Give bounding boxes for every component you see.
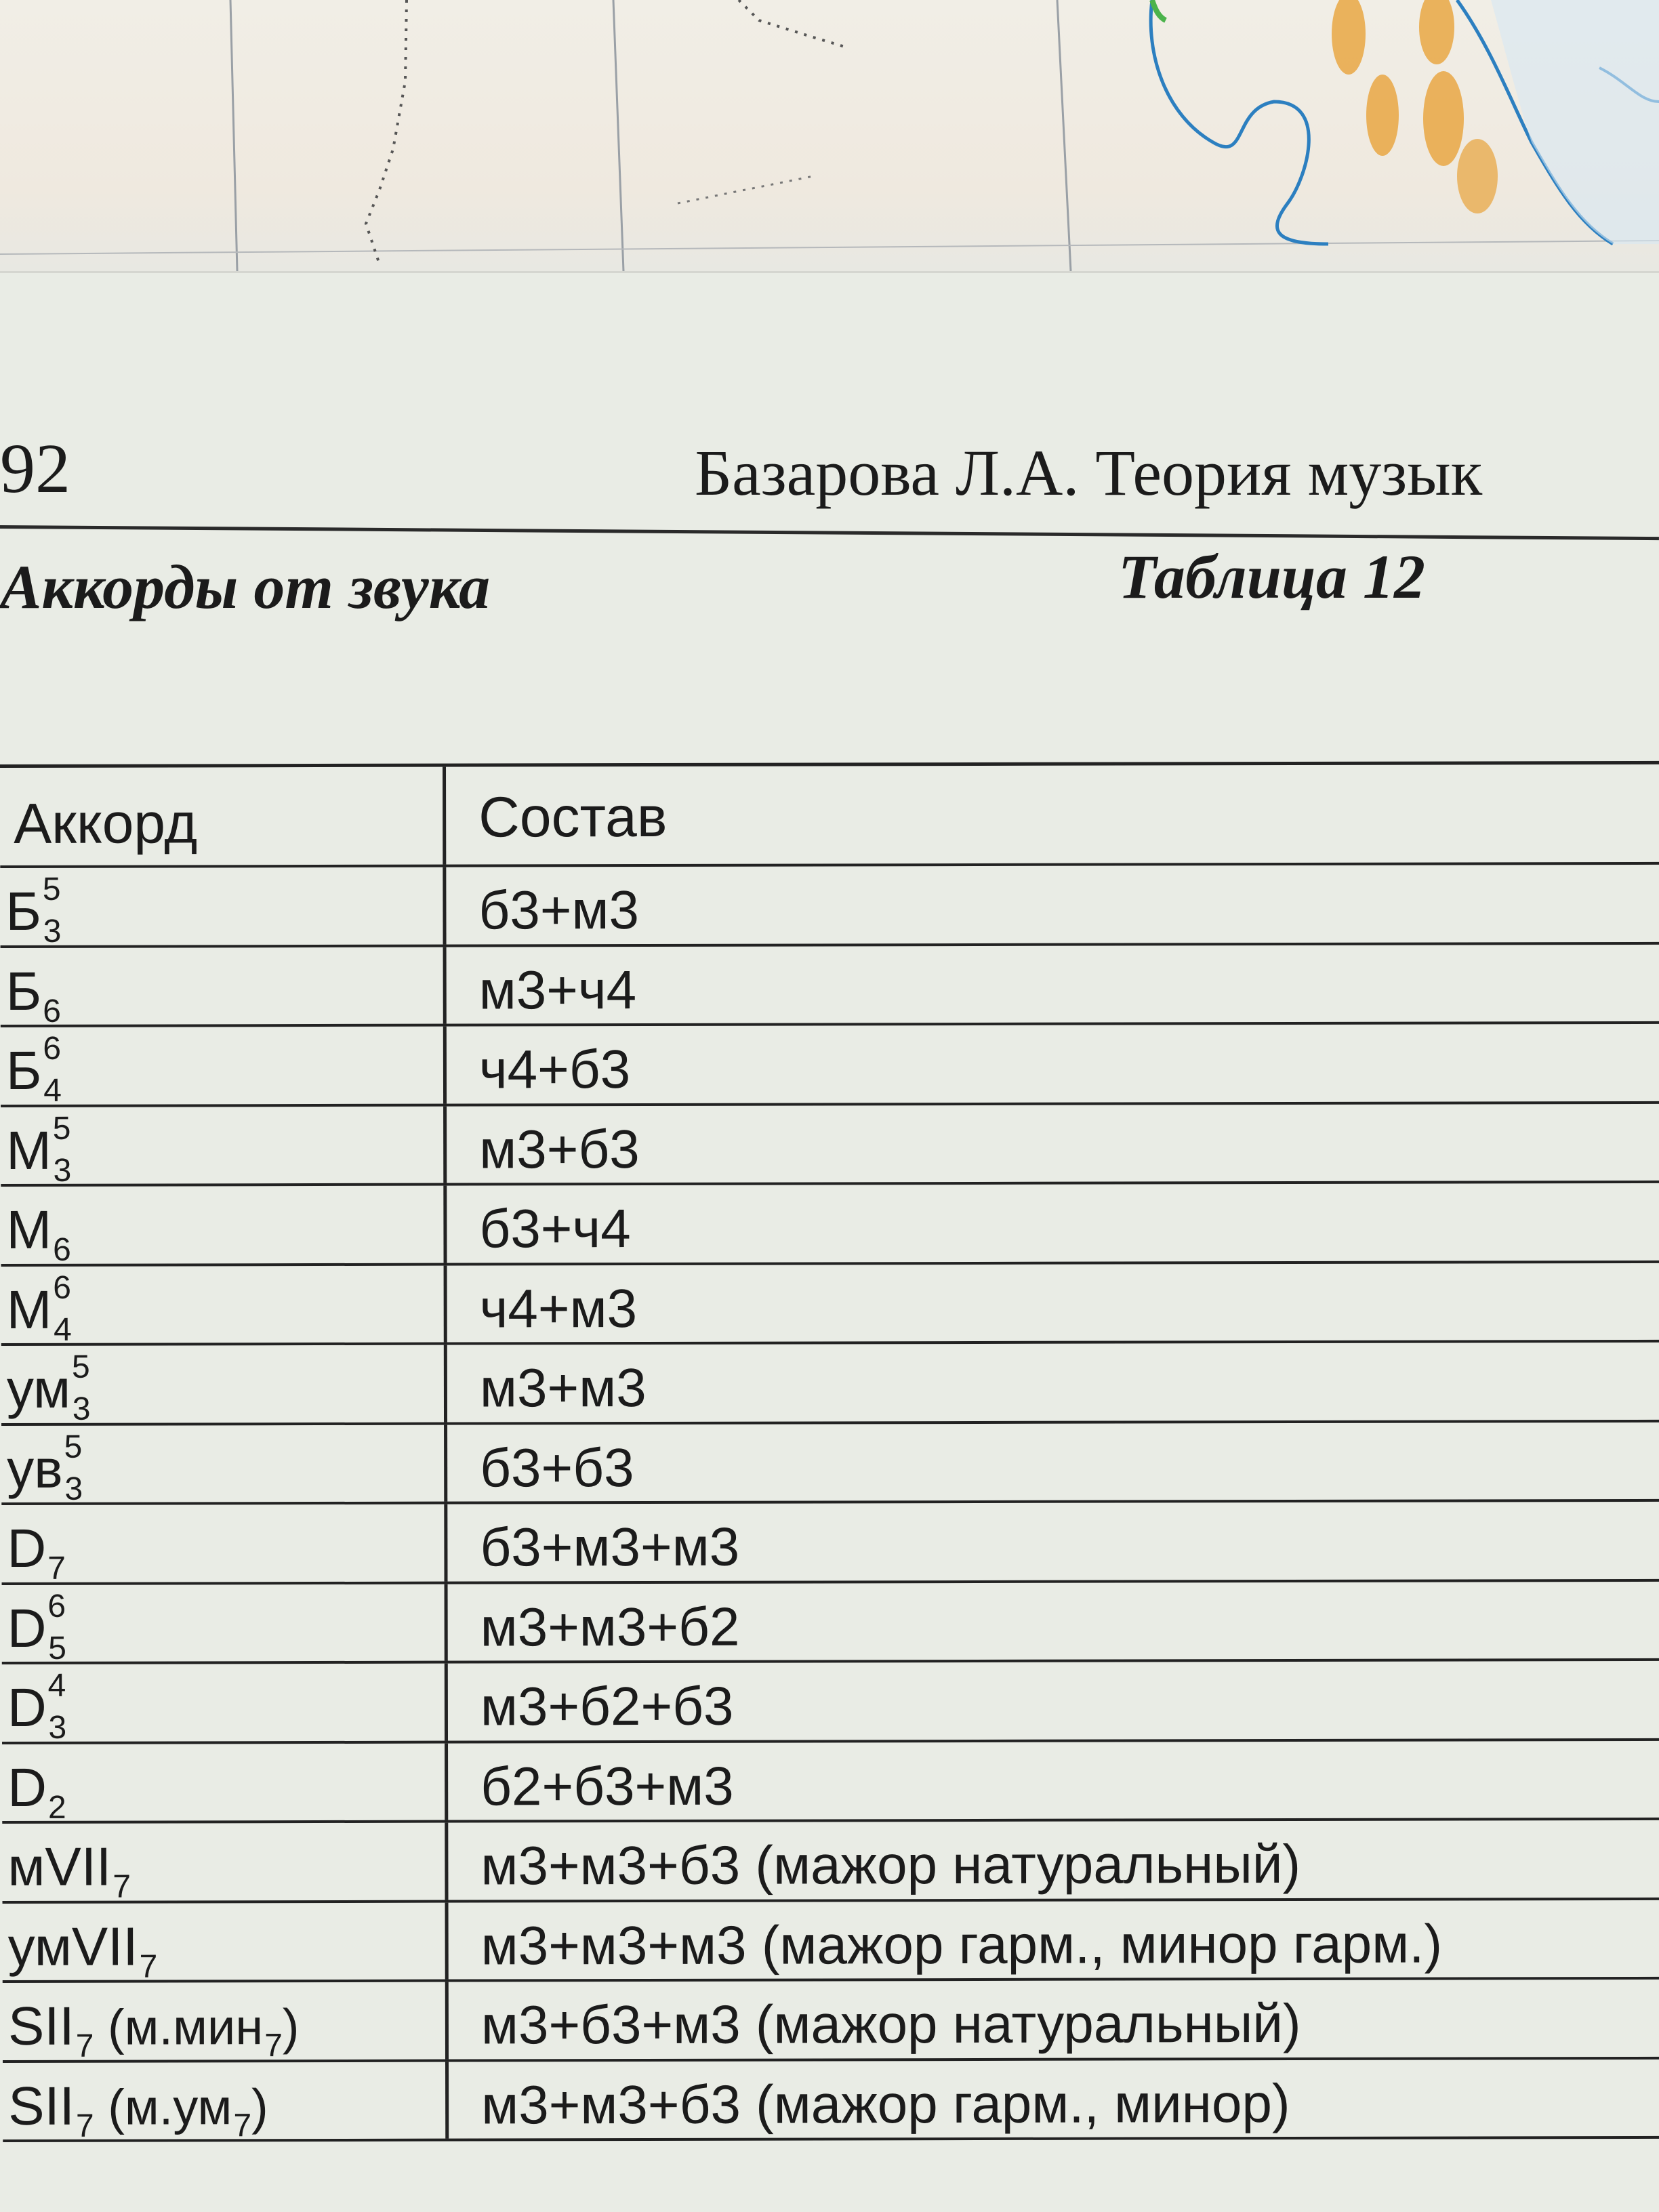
composition-cell [447, 1422, 1659, 1501]
chord-subscript: 6 [43, 993, 62, 1029]
chord-subscript: 6 [53, 1231, 71, 1268]
chord-symbol [8, 2075, 268, 2144]
composition-cell [449, 1980, 1659, 2059]
composition-cell [448, 1740, 1659, 1820]
chords-table [0, 761, 1659, 2142]
chord-symbol [6, 1349, 91, 1427]
running-head: Базарова Л.А. Теория музык [695, 436, 1483, 509]
composition-cell [447, 1183, 1659, 1263]
chord-symbol [6, 1110, 72, 1189]
interval-formula: м3+б3 [479, 1118, 640, 1180]
chord-base: SII [7, 1995, 75, 2056]
chord-qualifier: (м.мин [94, 1999, 264, 2055]
table-header-row [0, 764, 1659, 868]
chord-qualifier-subscript: 7 [233, 2107, 252, 2144]
chord-superscript: 6 [53, 1269, 72, 1306]
chord-base: Б [5, 960, 42, 1021]
chord-symbol [7, 1429, 83, 1507]
composition-cell [447, 1024, 1659, 1103]
interval-formula: б3+м3 [478, 880, 640, 941]
chord-subscript: 3 [64, 1471, 83, 1507]
composition-cell [447, 944, 1659, 1023]
chord-base: D [7, 1517, 47, 1578]
interval-formula: ч4+м3 [479, 1277, 638, 1339]
table-row [2, 1820, 1659, 1904]
composition-cell [449, 2059, 1659, 2138]
table-row [3, 1980, 1659, 2063]
composition-cell [446, 865, 1659, 944]
chord-subscript: 7 [47, 1550, 66, 1586]
table-row [0, 865, 1659, 948]
map-illustration [0, 0, 1659, 271]
chord-base: М [6, 1120, 52, 1181]
chord-superscript: 5 [42, 871, 61, 907]
chord-base: SII [8, 2075, 75, 2136]
chord-superscript: 6 [47, 1588, 66, 1624]
chord-cell [0, 867, 446, 949]
chord-base: D [7, 1757, 47, 1818]
chord-symbol [6, 1269, 72, 1348]
composition-cell [447, 1343, 1659, 1422]
chord-qualifier-subscript: 7 [264, 2028, 283, 2064]
page-number: 92 [0, 430, 70, 508]
chord-symbol [5, 1030, 62, 1109]
chord-base: Б [5, 880, 42, 941]
table-row [2, 1740, 1659, 1824]
chord-subscript: 4 [54, 1311, 72, 1348]
chord-cell [2, 1823, 448, 1905]
table-row [1, 1502, 1659, 1585]
chord-cell [1, 1265, 447, 1348]
chord-subscript: 7 [75, 2108, 94, 2144]
table-row [2, 1581, 1659, 1664]
composition-cell [448, 1581, 1659, 1660]
header-rule [0, 525, 1659, 540]
chord-cell [1, 1504, 447, 1586]
interval-formula: б3+б3 [480, 1437, 634, 1498]
interval-formula: ч4+б3 [478, 1039, 631, 1100]
interval-formula: м3+б3+м3 (мажор натуральный) [480, 1992, 1301, 2055]
interval-formula: м3+б2+б3 [480, 1675, 734, 1737]
chord-subscript: 3 [53, 1152, 72, 1189]
column-header-chord [0, 767, 446, 865]
table-row [2, 1661, 1659, 1744]
chord-base: мVII [7, 1836, 112, 1897]
chord-superscript: 5 [71, 1349, 90, 1385]
column-header-chord-label: Аккорд [14, 791, 198, 855]
table-row [1, 1422, 1659, 1505]
composition-cell [447, 1103, 1659, 1183]
chord-qualifier-close: ) [251, 2078, 268, 2135]
chord-cell [2, 1664, 448, 1746]
chord-subscript: 2 [47, 1789, 66, 1826]
chord-base: М [6, 1199, 52, 1260]
table-row [1, 1183, 1659, 1267]
chord-subscript: 7 [112, 1868, 131, 1905]
chord-cell [1, 1027, 447, 1109]
map-fragment-previous-page [0, 0, 1659, 273]
composition-cell [448, 1820, 1659, 1900]
table-row [1, 944, 1659, 1027]
chord-base: D [7, 1677, 47, 1738]
chord-superscript: 5 [64, 1429, 83, 1465]
interval-formula: б3+м3+м3 [480, 1516, 740, 1578]
chord-cell [1, 1345, 447, 1427]
chord-symbol [7, 1667, 67, 1746]
chord-base: ум [6, 1358, 71, 1419]
chord-subscript: 7 [75, 2028, 94, 2064]
table-row [3, 1900, 1659, 1983]
chord-cell [1, 1186, 447, 1268]
column-header-composition [446, 764, 1659, 865]
chord-subscript: 5 [48, 1630, 66, 1666]
interval-formula: м3+м3+б3 (мажор гарм., минор) [481, 2072, 1290, 2135]
chord-symbol [5, 960, 62, 1029]
chord-cell [1, 1106, 447, 1189]
table-body [0, 865, 1659, 2142]
table-row [3, 2059, 1659, 2142]
chord-superscript: 4 [47, 1667, 66, 1704]
chord-cell [3, 1902, 449, 1985]
chord-subscript: 3 [72, 1391, 91, 1427]
chord-cell [2, 1743, 448, 1826]
chord-symbol [5, 871, 62, 949]
chord-subscript: 3 [43, 913, 62, 949]
table-row [1, 1103, 1659, 1187]
chord-cell [1, 1425, 447, 1507]
interval-formula: б2+б3+м3 [480, 1755, 734, 1817]
column-header-composition-label: Состав [478, 784, 668, 849]
chord-qualifier: (м.ум [94, 2078, 232, 2135]
table-row [1, 1343, 1659, 1426]
chord-base: М [6, 1279, 52, 1340]
chord-base: Б [5, 1040, 42, 1101]
chord-symbol [7, 1995, 300, 2064]
chord-symbol [7, 1916, 158, 1985]
chord-subscript: 7 [139, 1948, 158, 1985]
chord-cell [1, 947, 447, 1029]
chord-base: D [7, 1597, 47, 1658]
composition-cell [447, 1263, 1659, 1342]
chord-base: ув [7, 1438, 63, 1499]
chord-symbol [6, 1199, 71, 1268]
table-label: Таблица 12 [1118, 542, 1426, 611]
chord-symbol [7, 1517, 66, 1586]
interval-formula: м3+м3 [479, 1357, 647, 1418]
chord-superscript: 5 [52, 1110, 71, 1147]
chord-symbol [7, 1836, 131, 1905]
chord-subscript: 3 [48, 1709, 67, 1746]
table-row [1, 1263, 1659, 1346]
chord-qualifier-close: ) [282, 1999, 300, 2055]
composition-cell [447, 1502, 1659, 1581]
table-row [1, 1024, 1659, 1107]
chord-cell [3, 2062, 449, 2144]
interval-formula: б3+ч4 [479, 1198, 631, 1259]
composition-cell [449, 1900, 1659, 1979]
interval-formula: м3+ч4 [478, 959, 637, 1021]
chord-cell [2, 1584, 448, 1666]
chord-subscript: 4 [43, 1072, 62, 1109]
chord-symbol [7, 1757, 66, 1826]
interval-formula: м3+м3+м3 (мажор гарм., минор гарм.) [480, 1913, 1443, 1976]
chord-cell [3, 1982, 449, 2064]
chord-symbol [7, 1588, 66, 1666]
composition-cell [448, 1661, 1659, 1740]
chord-base: умVII [7, 1916, 138, 1977]
section-title: Аккорды от звука [0, 552, 491, 621]
interval-formula: м3+м3+б3 (мажор натуральный) [480, 1833, 1301, 1896]
chord-superscript: 6 [43, 1030, 62, 1067]
interval-formula: м3+м3+б2 [480, 1596, 740, 1658]
